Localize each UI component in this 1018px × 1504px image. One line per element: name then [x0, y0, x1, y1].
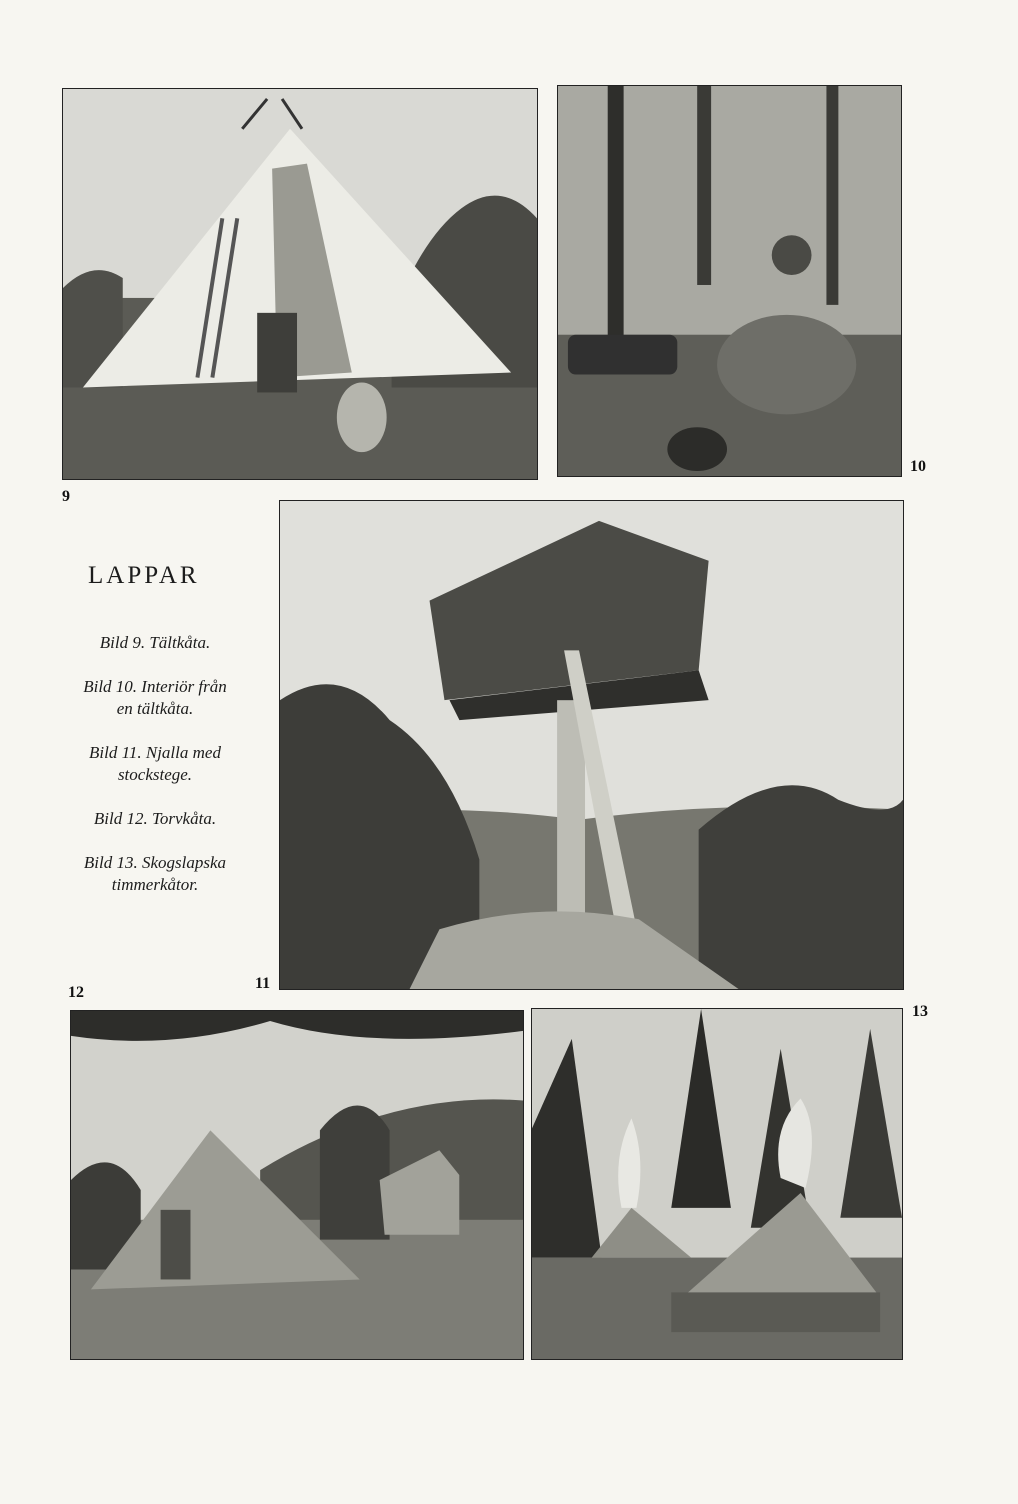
figure-number-11: 11: [255, 975, 271, 992]
photo-timmerkator: [531, 1008, 903, 1360]
caption-line: stockstege.: [117, 765, 193, 784]
figure-number-13: 13: [912, 1003, 928, 1020]
figure-number-9: 9: [62, 488, 70, 505]
photo-tent-kata: [62, 88, 538, 480]
caption-bild-11: [60, 742, 250, 786]
figure-number-10: 10: [910, 458, 926, 475]
caption-bild-10: [60, 676, 250, 720]
figure-number-12: 12: [68, 984, 84, 1001]
photo-tent-interior: [557, 85, 902, 477]
caption-bild-13: [60, 852, 250, 896]
caption-line: Bild 11. Njalla med: [89, 743, 221, 762]
caption-line: en tältkåta.: [116, 699, 194, 718]
caption-line: Bild 9. Tältkåta.: [99, 633, 211, 652]
caption-line: Bild 12. Torvkåta.: [93, 809, 217, 828]
page-title: LAPPAR: [88, 562, 200, 589]
caption-line: timmerkåtor.: [111, 875, 199, 894]
caption-bild-9: [60, 632, 250, 654]
caption-line: Bild 13. Skogslapska: [83, 853, 227, 872]
caption-bild-12: [60, 808, 250, 830]
caption-line: Bild 10. Interiör från: [83, 677, 227, 696]
photo-torvkata: [70, 1010, 524, 1360]
photo-njalla: [279, 500, 904, 990]
